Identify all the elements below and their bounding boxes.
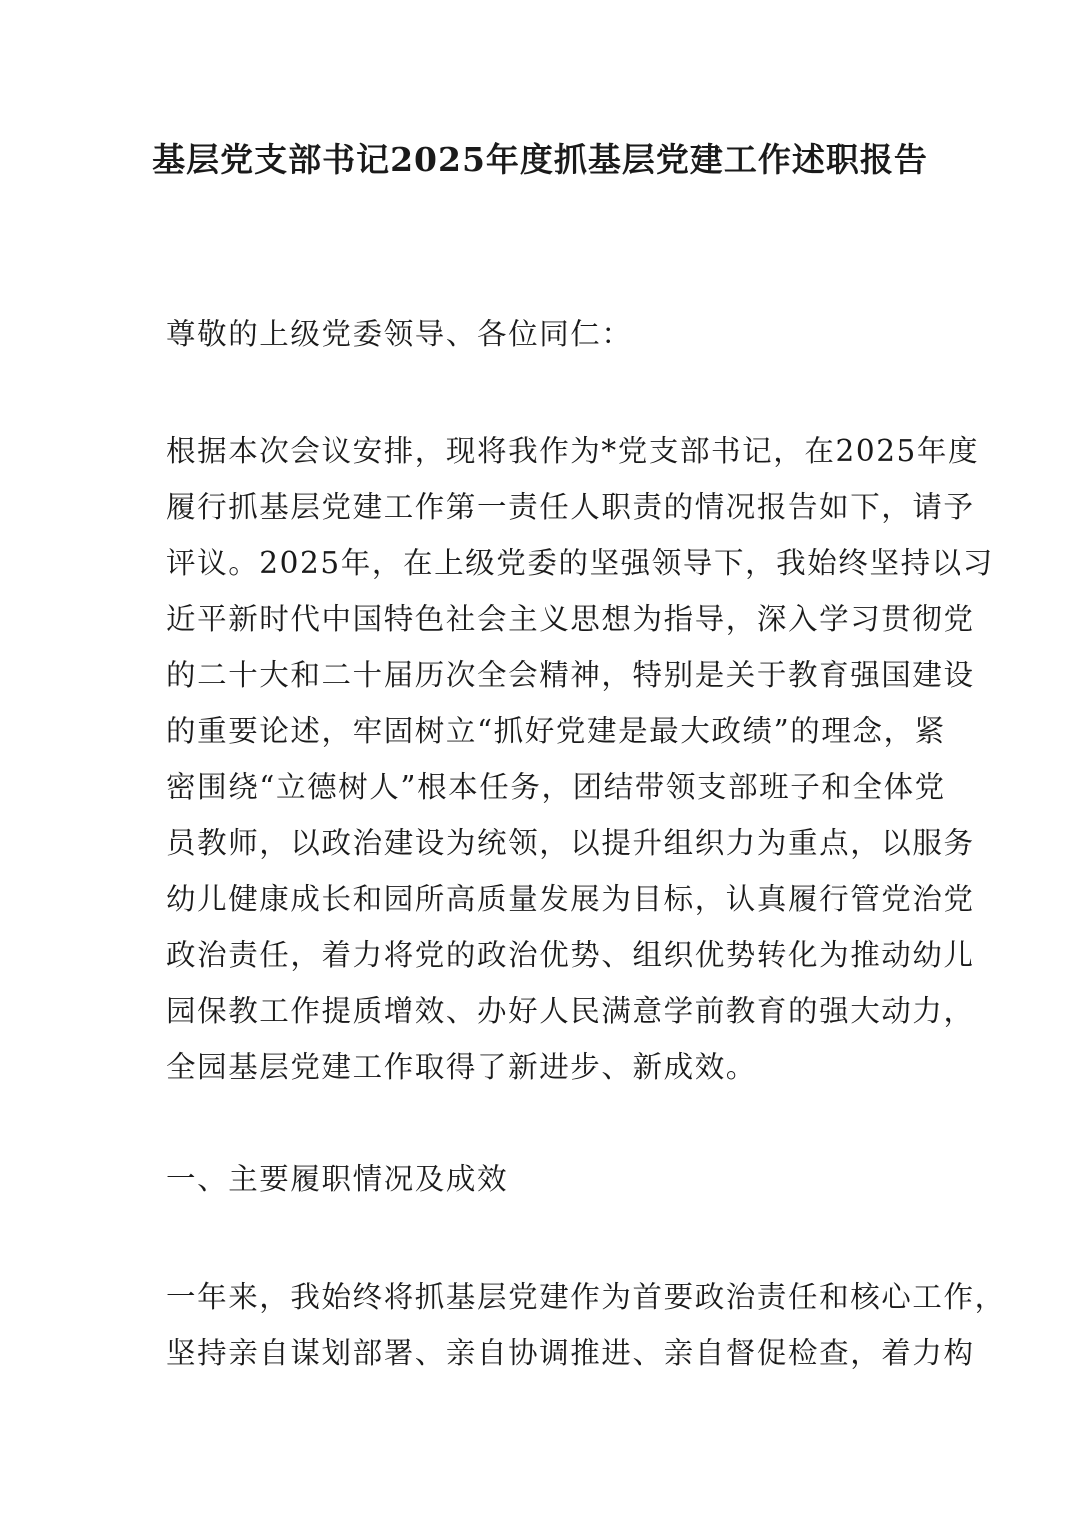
paragraph-line: 员教师，以政治建设为统领，以提升组织力为重点，以服务 (166, 826, 975, 860)
section-paragraph (166, 1269, 1006, 1381)
paragraph-line: 评议。2025年，在上级党委的坚强领导下，我始终坚持以习 (166, 546, 994, 580)
paragraph-line: 近平新时代中国特色社会主义思想为指导，深入学习贯彻党 (166, 602, 975, 636)
paragraph-line: 根据本次会议安排，现将我作为*党支部书记，在2025年度 (166, 434, 980, 468)
paragraph-line: 坚持亲自谋划部署、亲自协调推进、亲自督促检查，着力构 (166, 1336, 975, 1370)
section-heading: 一、主要履职情况及成效 (166, 1162, 509, 1196)
salutation: 尊敬的上级党委领导、各位同仁： (166, 317, 633, 351)
intro-paragraph (166, 423, 994, 1095)
paragraph-line: 履行抓基层党建工作第一责任人职责的情况报告如下，请予 (166, 490, 975, 524)
paragraph-line: 的重要论述，牢固树立“抓好党建是最大政绩”的理念，紧 (166, 714, 946, 748)
paragraph-line: 一年来，我始终将抓基层党建作为首要政治责任和核心工作， (166, 1280, 1006, 1314)
paragraph-line: 园保教工作提质增效、办好人民满意学前教育的强大动力， (166, 994, 975, 1028)
paragraph-line: 密围绕“立德树人”根本任务，团结带领支部班子和全体党 (166, 770, 946, 804)
paragraph-line: 政治责任，着力将党的政治优势、组织优势转化为推动幼儿 (166, 938, 975, 972)
paragraph-line: 全园基层党建工作取得了新进步、新成效。 (166, 1050, 757, 1084)
paragraph-line: 幼儿健康成长和园所高质量发展为目标，认真履行管党治党 (166, 882, 975, 916)
document-title: 基层党支部书记2025年度抓基层党建工作述职报告 (152, 140, 928, 179)
paragraph-line: 的二十大和二十届历次全会精神，特别是关于教育强国建设 (166, 658, 975, 692)
